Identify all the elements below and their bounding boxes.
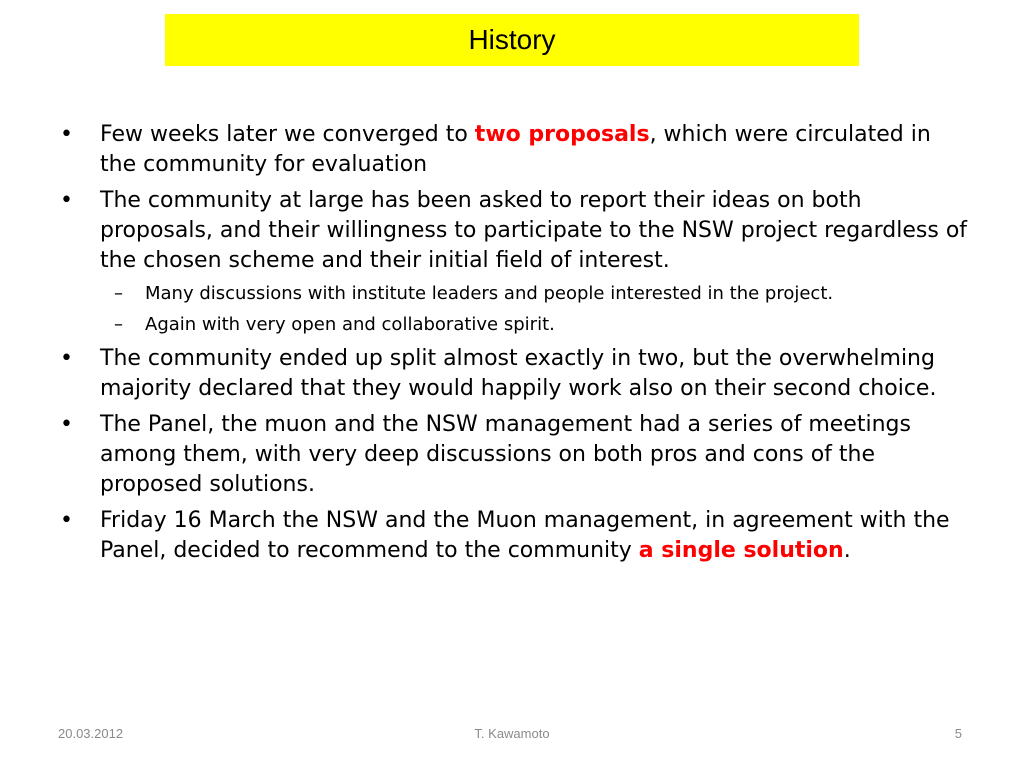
sub-bullet-item-1 [58,281,968,307]
bullet-text: The Panel, the muon and the NSW management had a series of meetings among them, with very deep discussions on both pros and cons of the proposed solutions. [100,412,911,497]
bullet-item-5 [58,506,968,566]
bullet-marker: • [60,508,73,533]
bullet-marker: • [60,122,73,147]
highlight-text: a single solution [638,538,844,563]
dash-marker: – [114,283,123,304]
dash-marker: – [114,314,123,335]
bullet-text: Few weeks later we converged to [100,122,475,147]
bullet-text: The community ended up split almost exactly in two, but the overwhelming majority declared that they would happily work also on their second choice. [100,346,937,401]
sub-bullet-text: Many discussions with institute leaders and people interested in the project. [145,283,834,304]
bullet-item-1 [58,120,968,180]
bullet-text: , which were circulated in the community for evaluation [100,122,931,177]
bullet-text: The community at large has been asked to report their ideas on both proposals, and their willingness to participate to the NSW project regardless of the chosen scheme and their initial field of interest. [100,188,968,273]
slide-title: History [468,24,556,55]
bullet-marker: • [60,346,73,371]
highlight-text: two proposals [474,122,650,147]
sub-bullet-item-2 [58,312,968,338]
footer-author: T. Kawamoto [474,726,550,741]
bullet-text: . [843,538,851,563]
footer-page-number: 5 [954,726,962,741]
bullet-text: Friday 16 March the NSW and the Muon management, in agreement with the Panel, decided to recommend to the community [100,508,950,563]
bullet-item-2 [58,186,968,276]
bullet-item-3 [58,344,968,404]
sub-bullet-text: Again with very open and collaborative spirit. [145,314,555,335]
bullet-item-4 [58,410,968,500]
bullet-marker: • [60,188,73,213]
footer-date: 20.03.2012 [58,726,124,741]
bullet-marker: • [60,412,73,437]
title-banner [165,14,859,66]
bullet-list [58,120,968,572]
